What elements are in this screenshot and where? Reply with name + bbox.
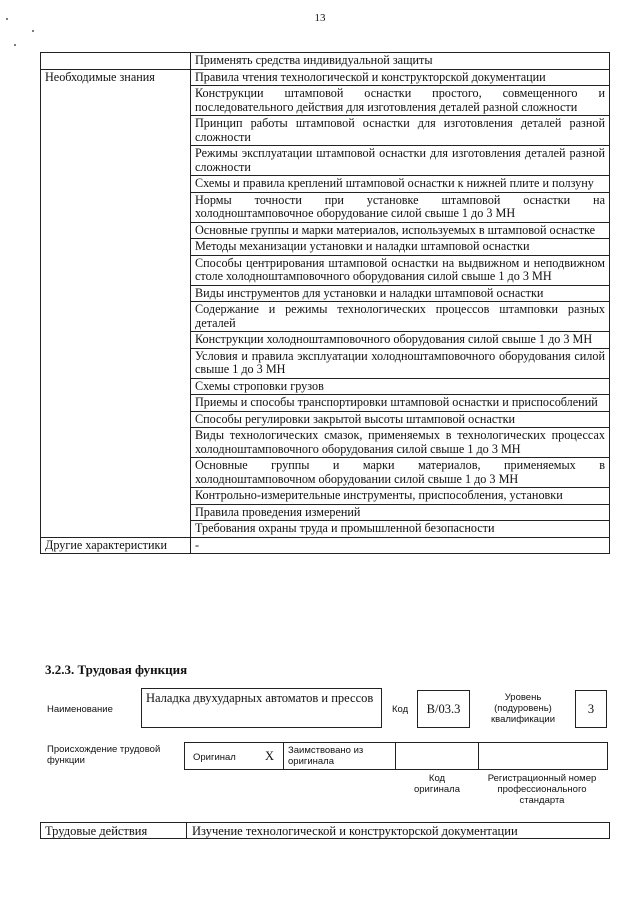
table-row (41, 69, 610, 86)
knowledge-item: Виды технологических смазок, применяемых в технологических процессах холодноштамповочного оборудования силой свыше 1 до 3 МН (191, 428, 610, 458)
table-row (41, 53, 610, 70)
knowledge-item: Основные группы и марки материалов, применяемых в холодноштамповочном оборудовании силой свыше 1 до 3 МН (191, 458, 610, 488)
code-box (417, 690, 470, 728)
knowledge-item: Приемы и способы транспортировки штамповой оснастки и приспособлений (191, 395, 610, 412)
knowledge-item: Способы регулировки закрытой высоты штамповой оснастки (191, 411, 610, 428)
original-label: Оригинал (193, 752, 236, 763)
knowledge-item: Основные группы и марки материалов, используемых в штамповой оснастке (191, 222, 610, 239)
borrowed-label: Заимствовано из оригинала (288, 745, 364, 767)
level-value: 3 (587, 702, 595, 716)
knowledge-item: Требования охраны труда и промышленной безопасности (191, 521, 610, 538)
origin-divider (395, 743, 396, 769)
knowledge-item: Методы механизации установки и наладки штамповой оснастки (191, 239, 610, 256)
page-number: 13 (314, 12, 326, 24)
level-box (575, 690, 607, 728)
labor-actions-table (40, 822, 610, 839)
origin-divider (283, 743, 284, 769)
origin-label: Происхождение трудовой функции (47, 744, 161, 766)
knowledge-item: Режимы эксплуатации штамповой оснастки для изготовления деталей разной сложности (191, 146, 610, 176)
scan-speck (6, 18, 8, 20)
knowledge-item: Конструкции холодноштамповочного оборудования силой свыше 1 до 3 МН (191, 332, 610, 349)
knowledge-item: Содержание и режимы технологических процессов штамповки разных деталей (191, 302, 610, 332)
knowledge-item: Схемы строповки грузов (191, 378, 610, 395)
labor-actions-value: Изучение технологической и конструкторской документации (192, 824, 518, 838)
skill-cell: Применять средства индивидуальной защиты (191, 53, 610, 70)
level-label: Уровень (подуровень) квалификации (490, 692, 556, 725)
function-name-box (141, 688, 382, 728)
knowledge-item: Условия и правила эксплуатации холодноштамповочного оборудования силой свыше 1 до 3 МН (191, 348, 610, 378)
scan-speck (32, 30, 34, 32)
knowledge-item: Конструкции штамповой оснастки простого, совмещенного и последовательного действия для изготовления деталей разной сложности (191, 86, 610, 116)
table-row (41, 537, 610, 554)
function-name-value: Наладка двухударных автоматов и прессов (146, 691, 374, 705)
code-value: В/03.3 (426, 702, 461, 716)
code-label: Код (392, 704, 409, 715)
other-value: - (191, 537, 610, 554)
name-label: Наименование (47, 704, 113, 715)
origin-divider (478, 743, 479, 769)
origin-table (184, 742, 608, 770)
knowledge-table (40, 52, 610, 554)
original-mark: X (265, 749, 275, 763)
knowledge-item: Виды инструментов для установки и наладки штамповой оснастки (191, 285, 610, 302)
knowledge-label: Необходимые знания (41, 69, 191, 537)
label-cell-empty (41, 53, 191, 70)
knowledge-item: Правила проведения измерений (191, 504, 610, 521)
knowledge-item: Принцип работы штамповой оснастки для изготовления деталей разной сложности (191, 116, 610, 146)
origin-code-caption: Код оригинала (413, 773, 460, 795)
reg-number-caption: Регистрационный номер профессионального стандарта (487, 773, 597, 806)
labor-actions-label: Трудовые действия (45, 824, 148, 838)
scan-speck (14, 44, 16, 46)
knowledge-item: Правила чтения технологической и конструкторской документации (191, 69, 610, 86)
section-heading: 3.2.3. Трудовая функция (45, 662, 188, 677)
other-label: Другие характеристики (41, 537, 191, 554)
labor-actions-divider (186, 823, 187, 838)
knowledge-item: Контрольно-измерительные инструменты, приспособления, установки (191, 488, 610, 505)
knowledge-item: Способы центрирования штамповой оснастки на выдвижном и неподвижном столе холодноштамповочного оборудования силой свыше 1 до 3 МН (191, 255, 610, 285)
knowledge-item: Нормы точности при установке штамповой оснастки на холодноштамповочное оборудование силой свыше 1 до 3 МН (191, 192, 610, 222)
knowledge-item: Схемы и правила креплений штамповой оснастки к нижней плите и ползуну (191, 176, 610, 193)
